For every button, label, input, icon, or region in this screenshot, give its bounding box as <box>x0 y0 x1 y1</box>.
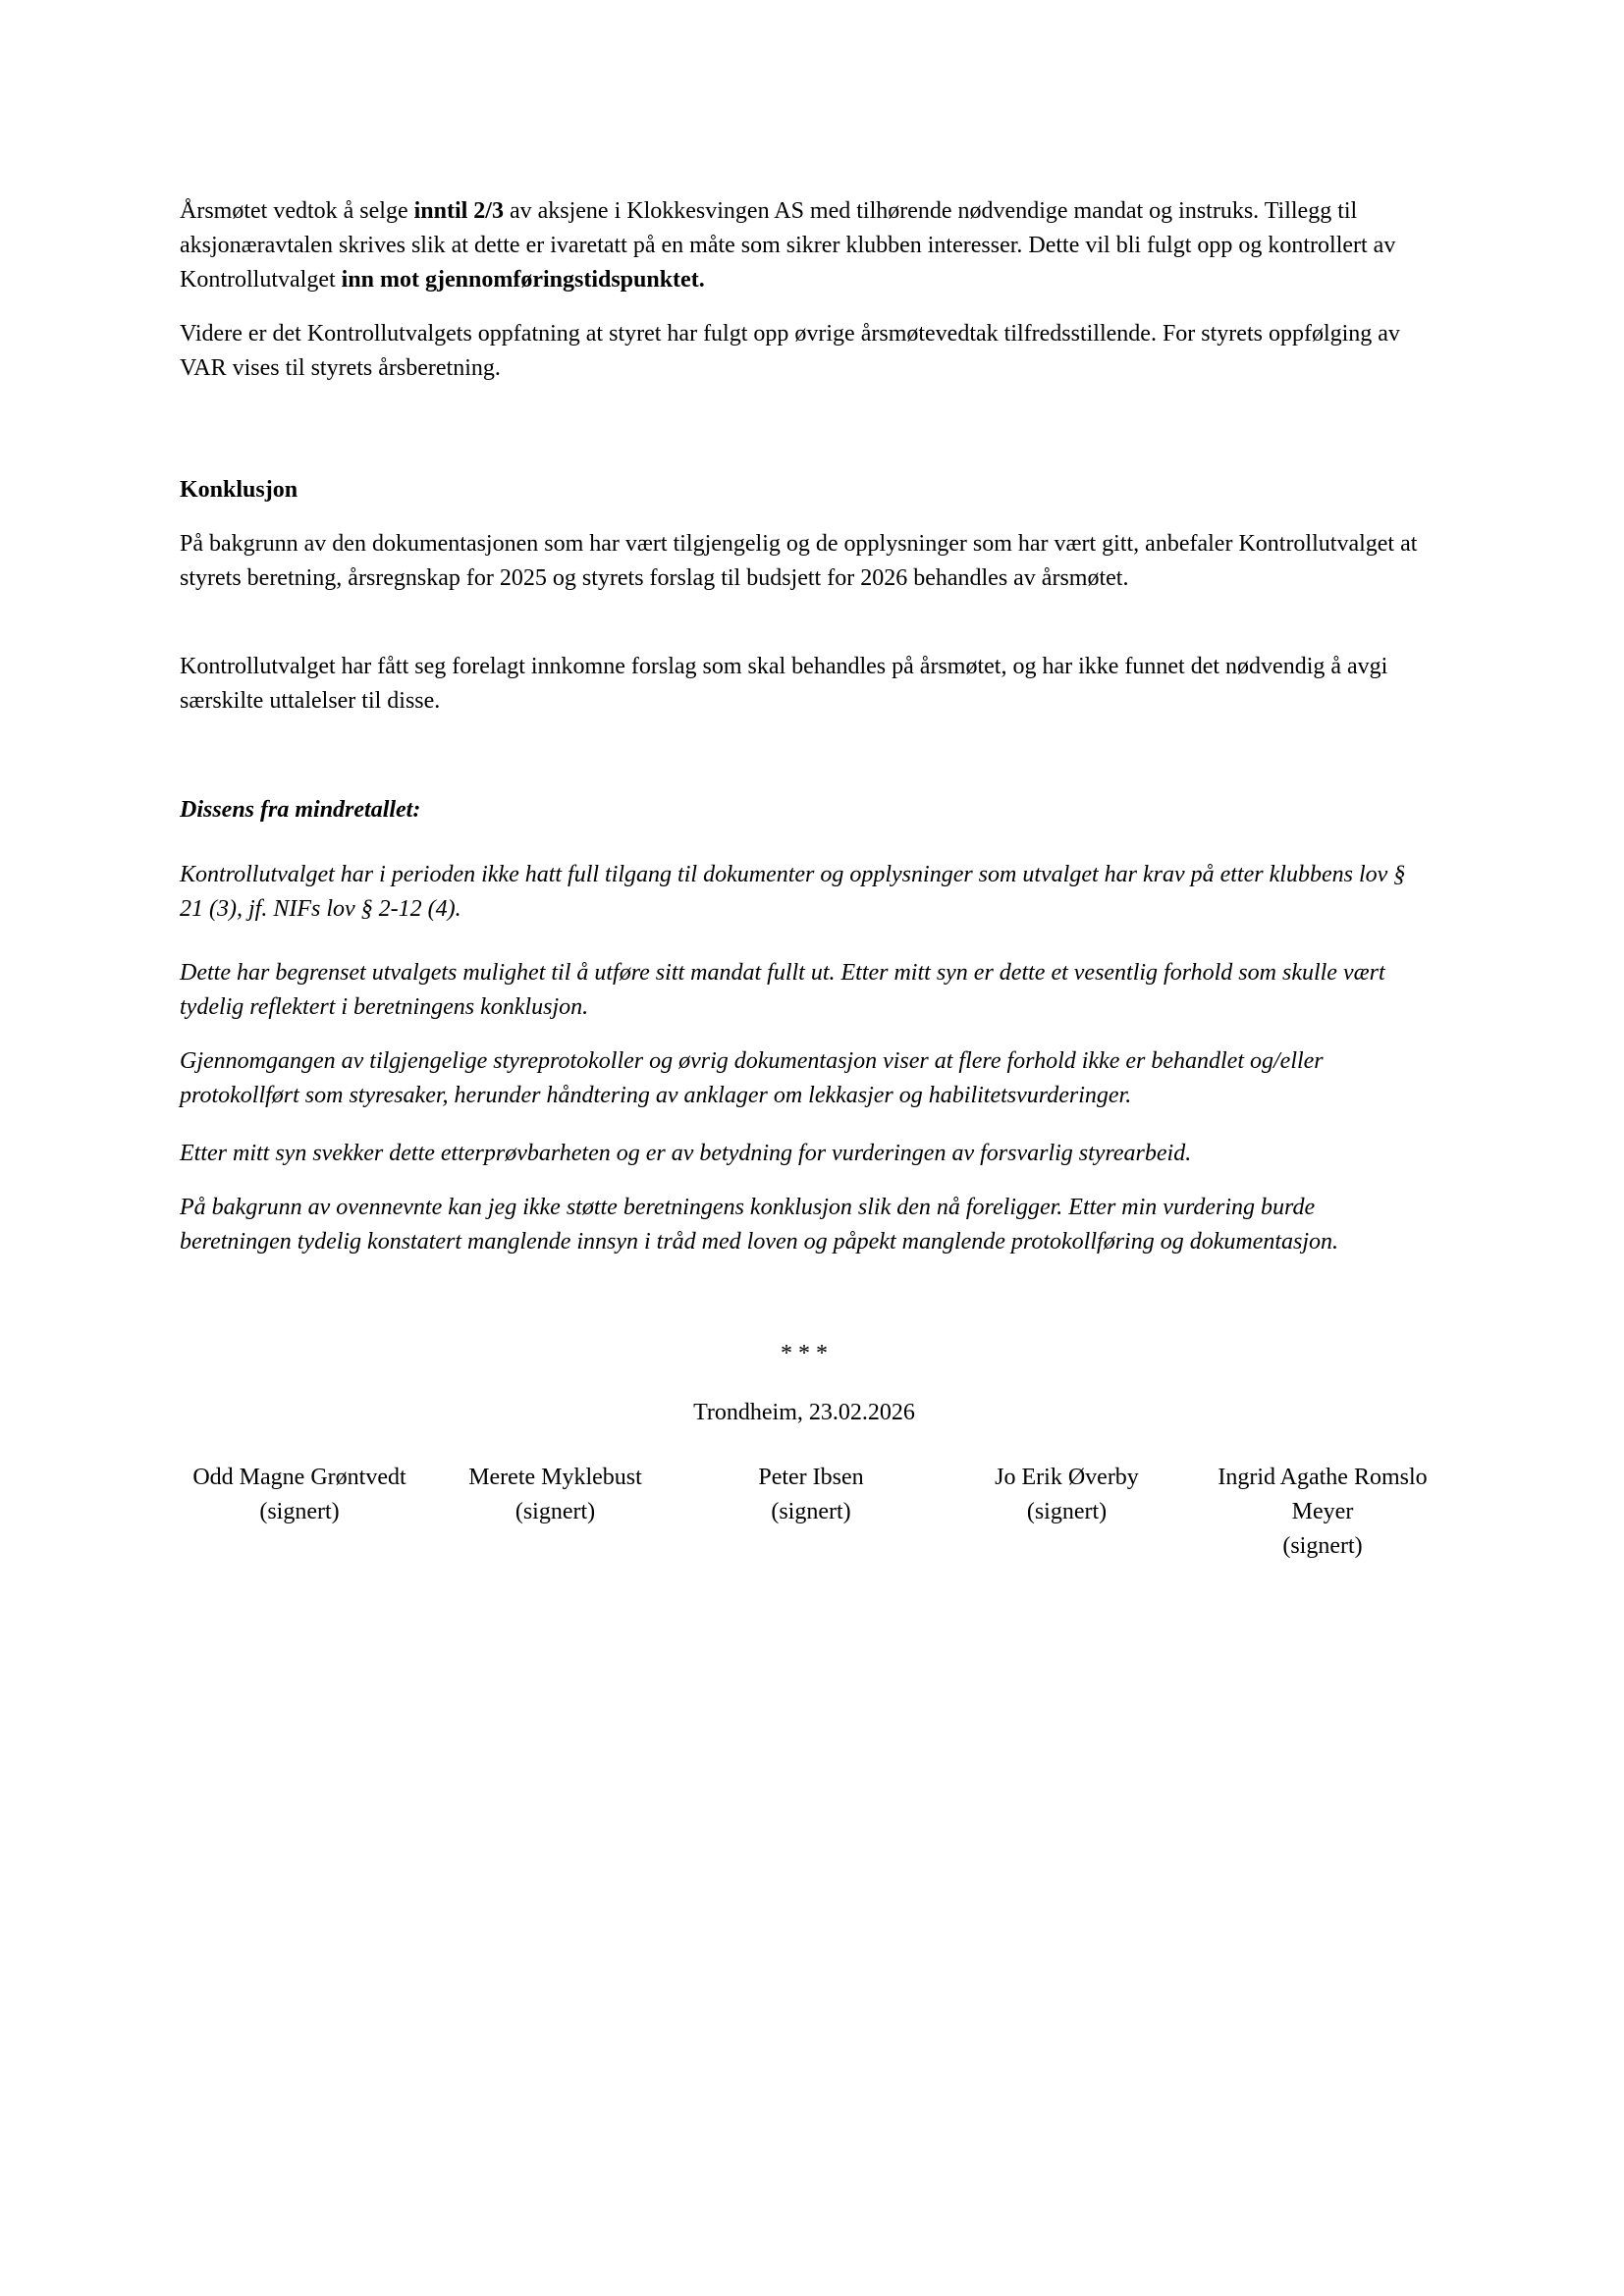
signature-name: Merete Myklebust <box>468 1465 642 1490</box>
signature-col-3 <box>703 1461 919 1564</box>
paragraph-dissens-protokoll: Gjennomgangen av tilgjengelige styreprotokoller og øvrig dokumentasjon viser at flere forhold ikke er behandlet og/eller protokollført som styresaker, herunder håndtering av anklager om lekkasjer og habilitetsvurderinger. <box>180 1048 1324 1108</box>
signature-col-2 <box>448 1461 664 1564</box>
signature-signed-label: (signert) <box>1026 1499 1108 1524</box>
paragraph-dissens-etterprovbarhet: Etter mitt syn svekker dette etterprøvbarheten og er av betydning for vurderingen av forsvarlig styrearbeid. <box>180 1141 1192 1166</box>
paragraph-aksjesalg-vedtak <box>180 194 1429 297</box>
signature-row <box>191 1461 1431 1564</box>
heading-konklusjon: Konklusjon <box>180 477 298 503</box>
signature-name: Odd Magne Grøntvedt <box>192 1465 406 1490</box>
heading-dissens: Dissens fra mindretallet: <box>180 797 421 823</box>
paragraph-aksjesalg-bold-andel: inntil 2/3 <box>413 198 504 224</box>
paragraph-dissens-konklusjon: På bakgrunn av ovennevnte kan jeg ikke støtte beretningens konklusjon slik den nå foreligger. Etter min vurdering burde beretningen tydelig konstatert manglende innsyn i tråd med loven og påpekt manglende protokollføring og dokumentasjon. <box>180 1195 1339 1255</box>
paragraph-dissens-mandat: Dette har begrenset utvalgets mulighet til å utføre sitt mandat fullt ut. Etter mitt syn er dette et vesentlig forhold som skulle vært tydelig reflektert i beretningens konklusjon. <box>180 960 1385 1020</box>
signature-signed-label: (signert) <box>771 1499 851 1524</box>
paragraph-innkomne-forslag: Kontrollutvalget har fått seg forelagt innkomne forslag som skal behandles på årsmøtet, og har ikke funnet det nødvendig å avgi særskilte uttalelser til disse. <box>180 654 1388 714</box>
section-separator: * * * <box>781 1341 828 1366</box>
signature-signed-label: (signert) <box>514 1499 596 1524</box>
signature-signed-label: (signert) <box>259 1499 340 1524</box>
paragraph-aksjesalg-bold-tidspunkt: inn mot gjennomføringstidspunktet. <box>341 267 705 293</box>
signature-col-4 <box>959 1461 1175 1564</box>
signature-col-5 <box>1215 1461 1431 1564</box>
signature-signed-label: (signert) <box>1282 1533 1363 1559</box>
document-content <box>180 0 1429 1564</box>
signature-name: Jo Erik Øverby <box>995 1465 1139 1490</box>
paragraph-ovrige-vedtak: Videre er det Kontrollutvalgets oppfatning at styret har fulgt opp øvrige årsmøtevedtak tilfredsstillende. For styrets oppfølging av VAR vises til styrets årsberetning. <box>180 321 1400 381</box>
signature-name: Ingrid Agathe Romslo Meyer <box>1218 1465 1428 1524</box>
dateline: Trondheim, 23.02.2026 <box>693 1400 915 1425</box>
signature-name: Peter Ibsen <box>758 1465 864 1490</box>
signature-col-1 <box>191 1461 407 1564</box>
paragraph-dissens-tilgang: Kontrollutvalget har i perioden ikke hatt full tilgang til dokumenter og opplysninger som utvalget har krav på etter klubbens lov § 21 (3), jf. NIFs lov § 2-12 (4). <box>180 862 1406 922</box>
paragraph-anbefaling: På bakgrunn av den dokumentasjonen som har vært tilgjengelig og de opplysninger som har vært gitt, anbefaler Kontrollutvalget at styrets beretning, årsregnskap for 2025 og styrets forslag til budsjett for 2026 behandles av årsmøtet. <box>180 531 1418 591</box>
paragraph-aksjesalg-text-2: av aksjene i Klokkesvingen AS med tilhørende nødvendige mandat og instruks. Tillegg til aksjonæravtalen skrives slik at dette er ivaretatt på en måte som sikrer klubben interesser. Dette vil bli fulgt opp og kontrollert av Kontrollutvalget <box>180 198 1396 293</box>
paragraph-aksjesalg-text-1: Årsmøtet vedtok å selge <box>180 198 414 224</box>
